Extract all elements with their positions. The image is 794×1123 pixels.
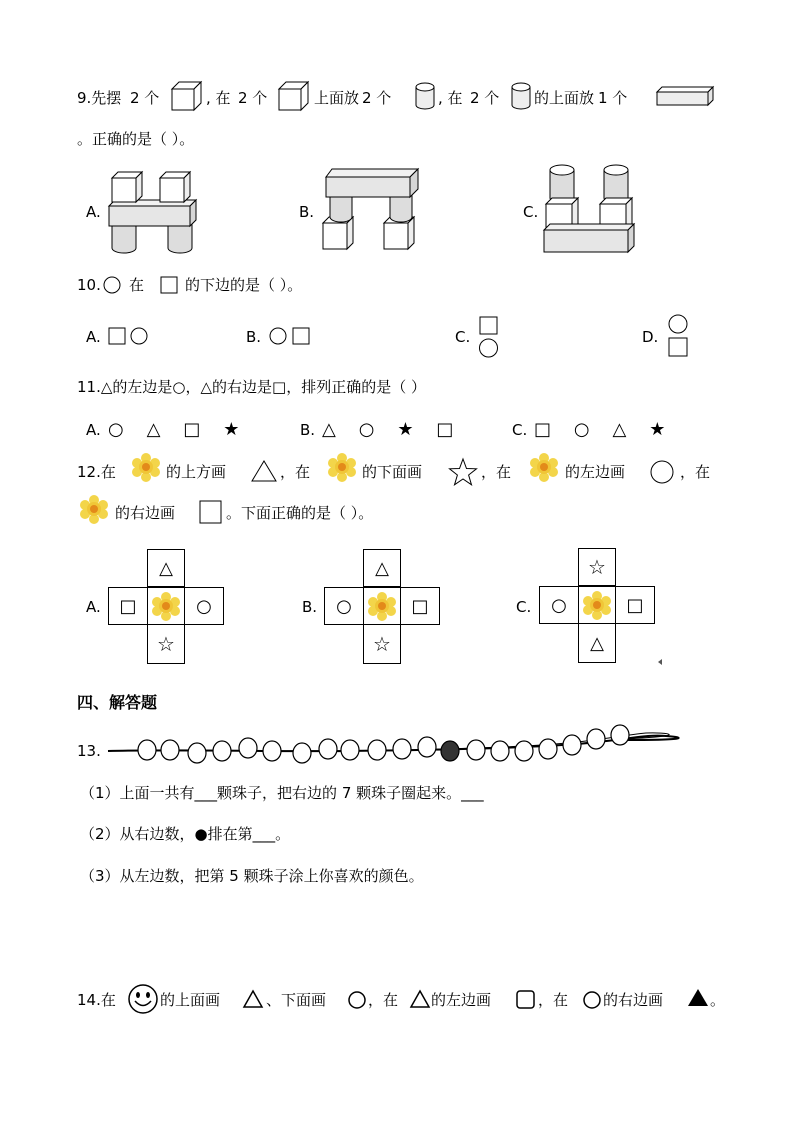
q12-text-2: 的上方画	[166, 463, 227, 481]
grid-cell-top: △	[147, 549, 185, 587]
circle-icon	[346, 989, 368, 1011]
grid-cell-center	[578, 586, 616, 624]
q9-text-8: 2 个	[470, 89, 500, 107]
q10-text-1: 10.	[77, 276, 101, 294]
caret-icon	[657, 658, 663, 666]
star-outline-icon	[448, 458, 478, 486]
q9-option-c-figure[interactable]	[542, 164, 638, 256]
q11-text: 11.△的左边是○，△的右边是□，排列正确的是（ ）	[77, 378, 426, 396]
q9-option-c-label[interactable]: C.	[523, 203, 539, 221]
flower-icon	[530, 453, 560, 483]
square-icon	[199, 499, 223, 525]
q10-option-d-figure[interactable]	[667, 314, 691, 358]
grid-cell-top: △	[363, 549, 401, 587]
q13-sub-3: （3）从左边数，把第 5 颗珠子涂上你喜欢的颜色。	[80, 867, 424, 885]
triangle-icon	[242, 989, 264, 1009]
flower-icon	[583, 591, 613, 621]
grid-cell-bottom: △	[578, 623, 616, 663]
grid-cell-center	[147, 587, 185, 625]
q12-text-3: ，在	[280, 463, 311, 481]
filled-triangle-icon	[687, 988, 709, 1008]
grid-cell-right: ○	[184, 587, 224, 625]
q11-option-b-label[interactable]: B.	[300, 421, 316, 439]
q9-text-5: 上面放	[314, 89, 360, 107]
q9-text-1: 9.先摆	[77, 89, 122, 107]
q12-line-2b: 。下面正确的是（ ）。	[226, 504, 374, 522]
q9-option-b-figure[interactable]	[320, 165, 424, 255]
cylinder-icon	[510, 82, 532, 110]
grid-cell-bottom: ☆	[147, 624, 185, 664]
q14-text-1: 14.在	[77, 991, 116, 1009]
q10-text-3: 的下边的是（ ）。	[185, 276, 303, 294]
flower-icon	[80, 495, 110, 525]
q11-option-c-symbols[interactable]: □ ○ △ ★	[534, 419, 666, 440]
grid-cell-right: □	[615, 586, 655, 624]
grid-cell-left: □	[108, 587, 148, 625]
q9-option-b-label[interactable]: B.	[299, 203, 315, 221]
q12-text-7: ，在	[680, 463, 711, 481]
q10-option-d-label[interactable]: D.	[642, 328, 659, 346]
q14-text-3: 、下面画	[266, 991, 327, 1009]
grid-cell-left: ○	[539, 586, 579, 624]
square-icon	[160, 276, 178, 294]
q12-line-2: 的右边画	[115, 504, 176, 522]
section-heading: 四、解答题	[77, 693, 158, 712]
q12-option-a-grid[interactable]	[108, 549, 224, 665]
q9-line-2: 。正确的是（ ）。	[77, 130, 195, 148]
q9-option-a-figure[interactable]	[106, 168, 202, 256]
q14-text-7: 的右边画	[603, 991, 664, 1009]
q10-option-a-label[interactable]: A.	[86, 328, 101, 346]
q9-text-6: 2 个	[362, 89, 392, 107]
bead-string[interactable]	[106, 726, 628, 766]
q12-option-c-label[interactable]: C.	[516, 598, 532, 616]
q13-sub-1: （1）上面一共有___颗珠子，把右边的 7 颗珠子圈起来。___	[80, 784, 484, 802]
triangle-icon	[251, 459, 277, 483]
q10-option-b-figure[interactable]	[269, 326, 313, 346]
flower-icon	[152, 592, 182, 622]
black-bead-icon	[441, 741, 459, 761]
grid-cell-bottom: ☆	[363, 624, 401, 664]
q10-option-c-label[interactable]: C.	[455, 328, 471, 346]
q12-text-4: 的下面画	[362, 463, 423, 481]
q12-option-c-grid[interactable]	[539, 548, 655, 664]
flower-icon	[328, 453, 358, 483]
q10-option-a-figure[interactable]	[108, 326, 152, 346]
circle-icon	[103, 276, 121, 294]
cylinder-icon	[414, 82, 436, 110]
flower-icon	[132, 453, 162, 483]
q13-sub-2: （2）从右边数，●排在第___。	[80, 825, 291, 843]
q12-text-5: ，在	[481, 463, 512, 481]
cuboid-icon	[656, 86, 716, 106]
cube-icon	[277, 81, 311, 111]
q9-text-9: 的上面放	[534, 89, 595, 107]
q9-text-4: 2 个	[238, 89, 268, 107]
grid-cell-right: □	[400, 587, 440, 625]
q9-text-10: 1 个	[598, 89, 628, 107]
q12-text-1: 12.在	[77, 463, 116, 481]
cube-icon	[170, 81, 204, 111]
circle-icon	[650, 459, 674, 485]
smiley-icon	[127, 983, 159, 1015]
q14-text-6: ，在	[538, 991, 569, 1009]
q12-option-a-label[interactable]: A.	[86, 598, 101, 616]
q14-text-2: 的上面画	[160, 991, 221, 1009]
circle-icon	[581, 989, 603, 1011]
square-icon	[515, 989, 537, 1011]
grid-cell-top: ☆	[578, 548, 616, 586]
q12-option-b-label[interactable]: B.	[302, 598, 318, 616]
q12-option-b-grid[interactable]	[324, 549, 440, 665]
q10-option-b-label[interactable]: B.	[246, 328, 262, 346]
q11-option-a-label[interactable]: A.	[86, 421, 101, 439]
q14-text-8: 。	[710, 991, 726, 1009]
q12-text-6: 的左边画	[565, 463, 626, 481]
q13-number: 13.	[77, 742, 101, 760]
q9-option-a-label[interactable]: A.	[86, 203, 101, 221]
q10-option-c-figure[interactable]	[478, 316, 500, 360]
q9-text-7: , 在	[438, 89, 463, 107]
q11-option-a-symbols[interactable]: ○ △ □ ★	[108, 419, 240, 440]
grid-cell-center	[363, 587, 401, 625]
triangle-icon	[409, 989, 431, 1009]
grid-cell-left: ○	[324, 587, 364, 625]
q14-text-5: 的左边画	[431, 991, 492, 1009]
q14-text-4: ，在	[368, 991, 399, 1009]
q10-text-2: 在	[129, 276, 145, 294]
q11-option-c-label[interactable]: C.	[512, 421, 528, 439]
q9-text-3: , 在	[206, 89, 231, 107]
flower-icon	[368, 592, 398, 622]
q9-text-2: 2 个	[130, 89, 160, 107]
q11-option-b-symbols[interactable]: △ ○ ★ □	[322, 419, 454, 440]
